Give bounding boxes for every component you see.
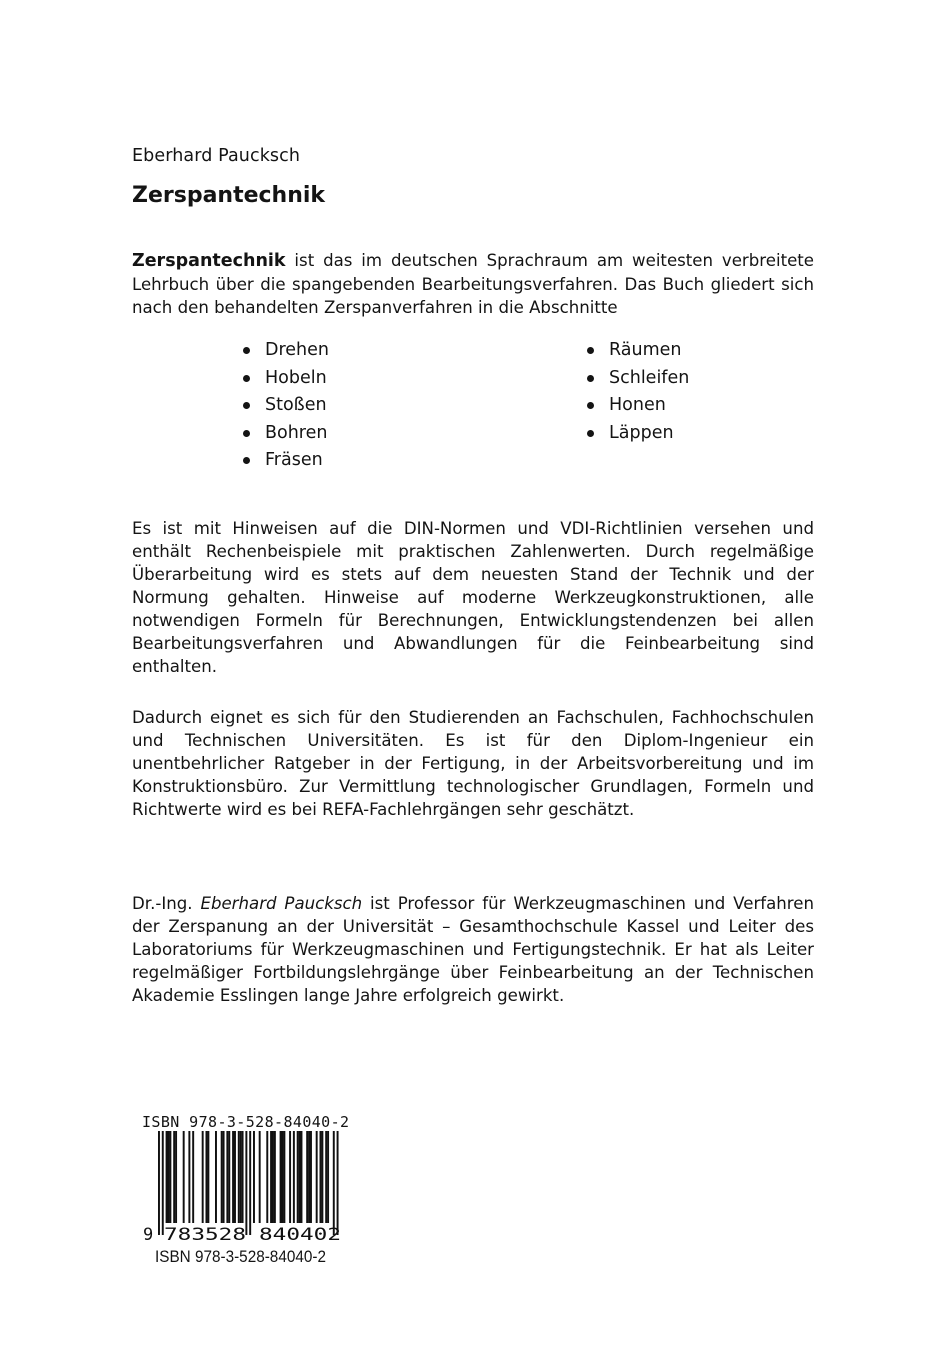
barcode-bar — [169, 1131, 171, 1223]
barcode-bar — [228, 1131, 230, 1223]
section-list-right — [585, 337, 689, 447]
barcode-bar — [221, 1131, 223, 1223]
features-paragraph: Es ist mit Hinweisen auf die DIN-Normen und VDI-Richtlinien versehen und enthält Rechenbeispiele mit praktischen Zahlenwerten. Durch regelmäßige Überarbeitung wird es stets auf dem neuesten Stand der Technik und der Normung gehalten. Hinweise auf moderne Werkzeugkonstruktionen, alle notwendigen Formeln für Berechnungen, Entwicklungstendenzen bei allen Bearbeitungsverfahren und Abwandlungen für die Feinbearbeitung sind enthalten. — [132, 519, 814, 676]
author-name: Eberhard Paucksch — [132, 146, 301, 166]
barcode-bar — [320, 1131, 322, 1223]
barcode-first-digit: 9 — [143, 1225, 154, 1243]
barcode-bar — [173, 1131, 175, 1223]
intro-text: ist das im deutschen Sprachraum am weitesten verbreitete Lehrbuch über die spangebenden Bearbeitungsverfahren. Das Buch gliedert sich nach den behandelten Zerspanverfahren in die Abschnitte — [132, 251, 814, 317]
barcode-bar — [223, 1131, 225, 1223]
intro-paragraph — [132, 249, 814, 319]
list-item: Räumen — [585, 337, 689, 365]
barcode-bar — [240, 1131, 242, 1223]
barcode-bar — [280, 1131, 282, 1223]
barcode-bar — [242, 1131, 244, 1223]
barcode-bar — [274, 1131, 276, 1223]
isbn-number: ISBN 978-3-528-84040-2 — [155, 1247, 326, 1266]
barcode-bar — [175, 1131, 177, 1223]
barcode-bar — [207, 1131, 209, 1223]
barcode-bar — [168, 1131, 170, 1223]
barcode-guard-bar — [333, 1131, 335, 1235]
barcode-bar — [272, 1131, 274, 1223]
barcode-bar — [183, 1131, 185, 1223]
section-list-left — [241, 337, 329, 475]
barcode-bar — [299, 1131, 301, 1223]
barcode-bar — [321, 1131, 323, 1223]
barcode-bar — [215, 1131, 217, 1223]
barcode-bar — [297, 1131, 299, 1223]
barcode-bar — [192, 1131, 194, 1223]
barcode-bar — [316, 1131, 318, 1223]
barcode-bar — [202, 1131, 204, 1223]
book-title: Zerspantechnik — [132, 183, 326, 208]
barcode-bar — [325, 1131, 327, 1223]
barcode-guard-bar — [245, 1131, 247, 1235]
list-item: Stoßen — [241, 392, 329, 420]
barcode-guard-bar — [158, 1131, 160, 1235]
barcode-bar — [206, 1131, 208, 1223]
barcode-bar — [306, 1131, 308, 1223]
barcode-bar — [259, 1131, 261, 1223]
barcode-isbn-label: ISBN 978-3-528-84040-2 — [142, 1113, 350, 1131]
list-item: Hobeln — [241, 365, 329, 393]
list-item: Honen — [585, 392, 689, 420]
barcode-bar — [308, 1131, 310, 1223]
barcode — [142, 1131, 354, 1243]
barcode-bar — [166, 1131, 168, 1223]
bio-author-name: Eberhard Paucksch — [200, 894, 363, 913]
barcode-guard-bar — [162, 1131, 164, 1235]
barcode-bar — [234, 1131, 236, 1223]
barcode-bar — [282, 1131, 284, 1223]
list-item: Fräsen — [241, 447, 329, 475]
barcode-bar — [293, 1131, 295, 1223]
barcode-guard-bar — [249, 1131, 251, 1235]
bio-prefix: Dr.-Ing. — [132, 894, 201, 913]
barcode-bar — [188, 1131, 190, 1223]
list-item: Bohren — [241, 420, 329, 448]
bio-text: ist Professor für Werkzeugmaschinen und Verfahren der Zerspanung an der Universität – Gesamthochschule Kassel und Leiter des Laboratoriums für Werkzeugmaschinen und Fertigungstechnik. Er hat als Leiter regelmäßiger Fortbildungslehrgänge über Feinbearbeitung an der Technischen Akademie Esslingen lange Jahre erfolgreich gewirkt. — [132, 894, 814, 1005]
author-bio-paragraph — [132, 892, 814, 1007]
barcode-guard-bar — [337, 1131, 339, 1235]
list-item: Schleifen — [585, 365, 689, 393]
barcode-bar — [310, 1131, 312, 1223]
audience-paragraph: Dadurch eignet es sich für den Studierenden an Fachschulen, Fachhochschulen und Technischen Universitäten. Es ist für den Diplom-Ingenieur ein unentbehrlicher Ratgeber in der Fertigung, in der Arbeitsvorbereitung und im Konstruktionsbüro. Zur Vermittlung technologischer Grundlagen, Formeln und Richtwerte wird es bei REFA-Fachlehrgängen sehr geschätzt. — [132, 708, 814, 819]
barcode-bar — [266, 1131, 268, 1223]
barcode-bar — [253, 1131, 255, 1223]
barcode-bar — [289, 1131, 291, 1223]
barcode-bar — [226, 1131, 228, 1223]
barcode-bar — [327, 1131, 329, 1223]
barcode-left-digits: 783528 — [164, 1225, 246, 1243]
barcode-bar — [238, 1131, 240, 1223]
intro-bold-title: Zerspantechnik — [132, 251, 286, 271]
list-item: Drehen — [241, 337, 329, 365]
list-item: Läppen — [585, 420, 689, 448]
barcode-bar — [301, 1131, 303, 1223]
barcode-bar — [283, 1131, 285, 1223]
barcode-bar — [232, 1131, 234, 1223]
barcode-bar — [270, 1131, 272, 1223]
barcode-right-digits: 840402 — [259, 1225, 341, 1243]
